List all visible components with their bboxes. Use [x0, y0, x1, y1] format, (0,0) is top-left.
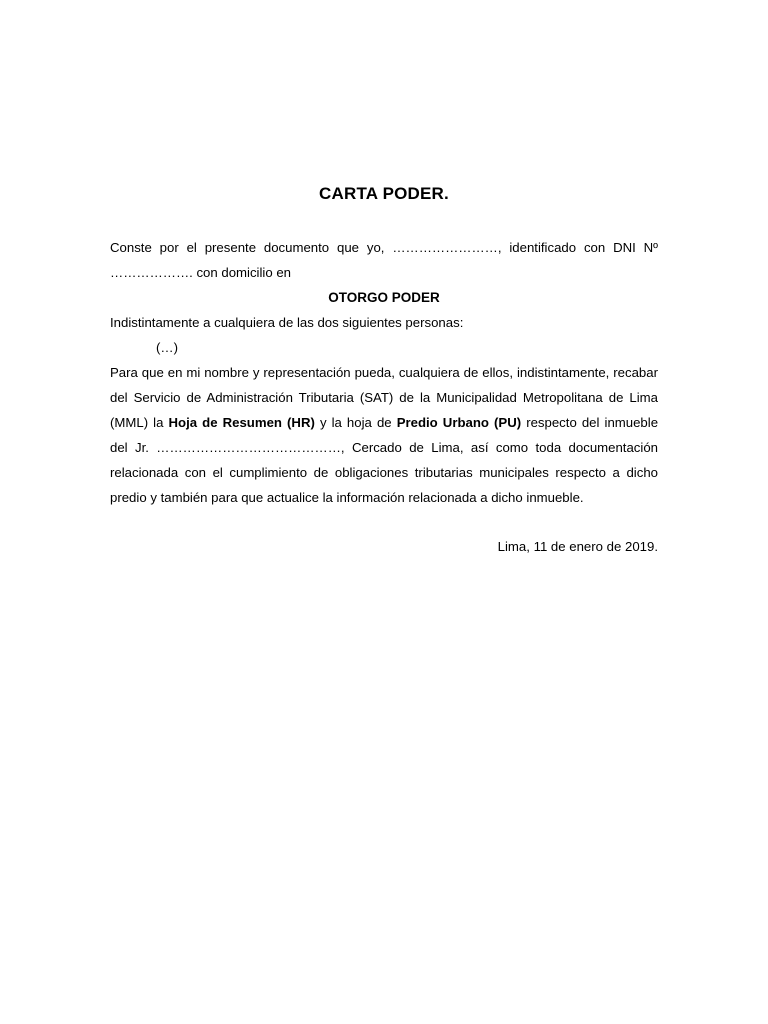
- ellipsis-placeholder: (…): [156, 340, 178, 355]
- mandate-paragraph: [110, 360, 658, 510]
- mandate-text-1: Para que en mi nombre y representación pueda, cualquiera de ellos, indistintamente, recabar del Servicio de Administración Tributaria (SAT) de la Municipalidad Metropolitana de Lima (MML) la: [110, 365, 658, 430]
- mandate-text-2: y la hoja de: [314, 415, 397, 430]
- mandate-text-3: respecto del inmueble del Jr. ……………………………………, Cercado de Lima, así como toda documentación relacionada con el cumplimiento de obligaciones tributarias municipales respecto a dicho predio y también para que actualice la información relacionada a dicho inmueble.: [110, 415, 659, 505]
- section-heading: OTORGO PODER: [328, 290, 440, 305]
- document-title: CARTA PODER.: [319, 184, 449, 203]
- intro-paragraph: Conste por el presente documento que yo, ……………………, identificado con DNI Nº ………………. con domicilio en: [110, 240, 658, 280]
- predio-urbano-term: Predio Urbano (PU): [396, 415, 522, 430]
- place-and-date: Lima, 11 de enero de 2019.: [497, 539, 658, 554]
- hoja-de-resumen-term: Hoja de Resumen (HR): [168, 415, 315, 430]
- recipients-line: Indistintamente a cualquiera de las dos siguientes personas:: [110, 315, 464, 330]
- document-body: [110, 235, 658, 510]
